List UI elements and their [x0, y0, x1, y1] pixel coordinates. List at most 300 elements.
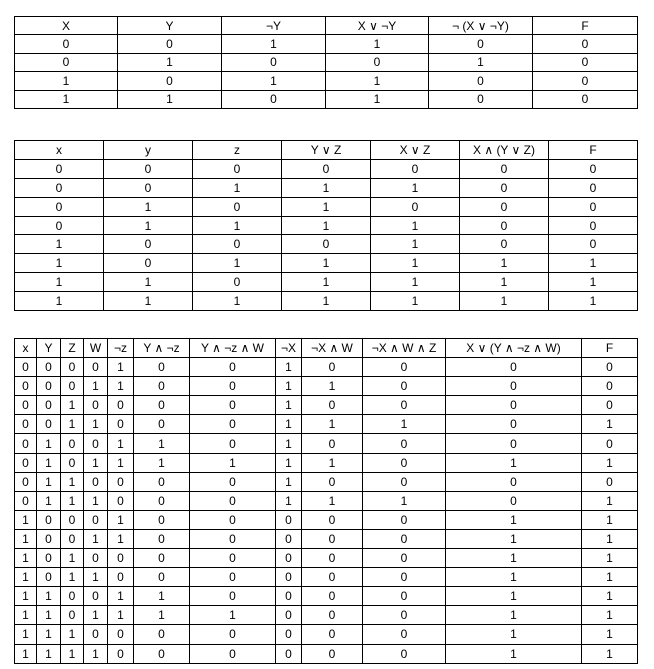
table-cell: 1 [371, 178, 460, 197]
table-cell: 0 [582, 396, 638, 415]
table-cell: 0 [37, 358, 61, 377]
table-cell: 1 [371, 254, 460, 273]
table-cell: 1 [84, 491, 108, 510]
table-cell: 1 [104, 197, 193, 216]
column-header: W [84, 339, 108, 358]
table-cell: 1 [61, 625, 84, 644]
table-cell: 0 [446, 491, 582, 510]
table-cell: 0 [302, 358, 363, 377]
table-cell: 1 [84, 568, 108, 587]
table-cell: 0 [15, 358, 37, 377]
table-row [15, 235, 638, 254]
table-cell: 1 [37, 587, 61, 606]
table-cell: 1 [190, 606, 276, 625]
table-cell: 0 [302, 587, 363, 606]
table-row [15, 216, 638, 235]
column-header: F [549, 141, 638, 160]
table-cell: 1 [276, 396, 302, 415]
table-cell: 0 [276, 587, 302, 606]
table-cell: 1 [84, 644, 108, 663]
table-cell: 1 [108, 377, 134, 396]
table-cell: 1 [15, 644, 37, 663]
table-cell: 1 [15, 510, 37, 529]
table-cell: 1 [15, 254, 104, 273]
table-cell: 1 [582, 415, 638, 434]
table-cell: 0 [302, 625, 363, 644]
table-cell: 0 [15, 178, 104, 197]
table-cell: 0 [533, 72, 638, 90]
table-cell: 0 [134, 491, 190, 510]
column-header: ¬Y [222, 17, 326, 35]
column-header: Y ∧ ¬z [134, 339, 190, 358]
column-header: ¬X [276, 339, 302, 358]
table-row [15, 254, 638, 273]
table-row [15, 587, 638, 606]
table-cell: 0 [190, 472, 276, 491]
table-cell: 0 [190, 491, 276, 510]
table-row [15, 396, 638, 415]
table-cell: 1 [15, 235, 104, 254]
table-cell: 0 [61, 377, 84, 396]
table-cell: 0 [371, 197, 460, 216]
table-cell: 1 [582, 529, 638, 548]
table-cell: 0 [276, 510, 302, 529]
table-cell: 1 [134, 453, 190, 472]
table-cell: 0 [363, 396, 446, 415]
table-cell: 0 [104, 254, 193, 273]
column-header: X [15, 17, 118, 35]
table-cell: 1 [276, 358, 302, 377]
table-cell: 1 [460, 254, 549, 273]
table-cell: 1 [549, 273, 638, 292]
table-cell: 0 [84, 625, 108, 644]
table-cell: 0 [302, 510, 363, 529]
table-cell: 0 [533, 90, 638, 108]
table-cell: 0 [549, 159, 638, 178]
table-cell: 1 [15, 625, 37, 644]
table-cell: 1 [282, 292, 371, 311]
table-cell: 1 [118, 90, 222, 108]
table-cell: 0 [108, 625, 134, 644]
column-header: X ∨ ¬Y [326, 17, 429, 35]
table-cell: 0 [190, 415, 276, 434]
table-cell: 1 [108, 434, 134, 453]
table-cell: 0 [61, 510, 84, 529]
table-cell: 0 [429, 72, 533, 90]
table-row [15, 434, 638, 453]
table-cell: 0 [302, 434, 363, 453]
table-cell: 1 [222, 72, 326, 90]
table-cell: 0 [190, 568, 276, 587]
table-cell: 1 [363, 415, 446, 434]
table-cell: 1 [37, 472, 61, 491]
table-row [15, 529, 638, 548]
table-cell: 1 [582, 606, 638, 625]
table-cell: 0 [582, 358, 638, 377]
table-cell: 1 [193, 216, 282, 235]
table-cell: 0 [533, 35, 638, 53]
table-cell: 1 [371, 235, 460, 254]
table-cell: 1 [84, 453, 108, 472]
table-cell: 1 [363, 491, 446, 510]
table-cell: 1 [282, 216, 371, 235]
table-cell: 0 [302, 568, 363, 587]
table-cell: 1 [582, 568, 638, 587]
table-cell: 1 [37, 453, 61, 472]
table-cell: 1 [108, 529, 134, 548]
column-header: Y ∧ ¬z ∧ W [190, 339, 276, 358]
table-cell: 0 [363, 587, 446, 606]
table-cell: 1 [108, 606, 134, 625]
table-cell: 0 [282, 159, 371, 178]
column-header: Y ∨ Z [282, 141, 371, 160]
table-cell: 0 [134, 549, 190, 568]
table-cell: 0 [15, 35, 118, 53]
table-row [15, 549, 638, 568]
table-cell: 1 [118, 53, 222, 71]
truth-table-2 [14, 140, 638, 311]
table-cell: 1 [326, 90, 429, 108]
table-cell: 1 [104, 216, 193, 235]
table-cell: 0 [15, 453, 37, 472]
table-cell: 0 [446, 358, 582, 377]
table-cell: 0 [134, 529, 190, 548]
table-cell: 1 [282, 178, 371, 197]
column-header: ¬z [108, 339, 134, 358]
table-cell: 0 [118, 35, 222, 53]
table-row [15, 453, 638, 472]
table-row [15, 510, 638, 529]
table-cell: 1 [460, 292, 549, 311]
table-cell: 1 [61, 415, 84, 434]
table-cell: 1 [37, 491, 61, 510]
table-cell: 0 [15, 472, 37, 491]
table-cell: 0 [108, 568, 134, 587]
table-cell: 0 [134, 415, 190, 434]
table-cell: 0 [15, 415, 37, 434]
table-cell: 1 [282, 254, 371, 273]
table-cell: 1 [282, 273, 371, 292]
table-cell: 1 [326, 35, 429, 53]
table-cell: 1 [134, 606, 190, 625]
table-cell: 1 [276, 415, 302, 434]
table-cell: 0 [15, 53, 118, 71]
table-cell: 0 [190, 549, 276, 568]
table-cell: 0 [429, 35, 533, 53]
table-cell: 1 [371, 292, 460, 311]
table-row [15, 377, 638, 396]
table-cell: 0 [276, 625, 302, 644]
table-cell: 1 [37, 644, 61, 663]
table-cell: 0 [15, 216, 104, 235]
table-header-row [15, 17, 638, 35]
table-cell: 1 [15, 587, 37, 606]
table-cell: 1 [61, 568, 84, 587]
table-cell: 1 [582, 491, 638, 510]
table-cell: 0 [363, 358, 446, 377]
table-cell: 0 [104, 159, 193, 178]
table-cell: 0 [84, 396, 108, 415]
table-cell: 1 [549, 292, 638, 311]
table-cell: 0 [193, 197, 282, 216]
table-cell: 1 [37, 625, 61, 644]
table-row [15, 273, 638, 292]
table-cell: 0 [446, 472, 582, 491]
table-cell: 1 [276, 434, 302, 453]
table-cell: 1 [15, 606, 37, 625]
table-cell: 0 [37, 529, 61, 548]
table-cell: 0 [190, 358, 276, 377]
table-cell: 0 [190, 510, 276, 529]
table-row [15, 491, 638, 510]
column-header: Y [37, 339, 61, 358]
table-row [15, 197, 638, 216]
table-cell: 0 [15, 377, 37, 396]
table-cell: 1 [302, 415, 363, 434]
table-cell: 0 [190, 587, 276, 606]
column-header: ¬X ∧ W ∧ Z [363, 339, 446, 358]
table-cell: 0 [533, 53, 638, 71]
table-cell: 0 [134, 644, 190, 663]
table-header-row [15, 339, 638, 358]
table-cell: 1 [446, 549, 582, 568]
table-cell: 1 [134, 587, 190, 606]
table-cell: 0 [134, 510, 190, 529]
table-cell: 1 [446, 568, 582, 587]
table-cell: 0 [108, 472, 134, 491]
table-cell: 0 [37, 396, 61, 415]
table-cell: 0 [282, 235, 371, 254]
table-cell: 0 [104, 178, 193, 197]
table-row [15, 625, 638, 644]
column-header: ¬X ∧ W [302, 339, 363, 358]
table-cell: 0 [61, 529, 84, 548]
table-cell: 1 [104, 273, 193, 292]
table-cell: 0 [363, 529, 446, 548]
table-cell: 0 [15, 396, 37, 415]
table-cell: 1 [108, 510, 134, 529]
table-cell: 1 [37, 434, 61, 453]
table-cell: 0 [84, 510, 108, 529]
column-header: ¬ (X ∨ ¬Y) [429, 17, 533, 35]
table-cell: 0 [276, 549, 302, 568]
table-cell: 1 [446, 587, 582, 606]
table-row [15, 358, 638, 377]
table-cell: 1 [582, 625, 638, 644]
table-cell: 1 [15, 72, 118, 90]
table-cell: 1 [446, 625, 582, 644]
table-cell: 0 [108, 491, 134, 510]
table-cell: 1 [276, 453, 302, 472]
table-cell: 0 [118, 72, 222, 90]
table-cell: 0 [549, 178, 638, 197]
table-cell: 0 [61, 606, 84, 625]
table-cell: 0 [302, 396, 363, 415]
table-cell: 0 [61, 453, 84, 472]
table-cell: 1 [84, 415, 108, 434]
table-cell: 1 [446, 510, 582, 529]
table-row [15, 472, 638, 491]
table-row [15, 35, 638, 53]
table-row [15, 415, 638, 434]
table-cell: 0 [61, 358, 84, 377]
table-cell: 0 [276, 606, 302, 625]
table-cell: 1 [84, 529, 108, 548]
table-cell: 1 [108, 587, 134, 606]
table-cell: 1 [134, 434, 190, 453]
table-cell: 0 [84, 587, 108, 606]
table-cell: 0 [460, 235, 549, 254]
table-row [15, 568, 638, 587]
table-cell: 0 [276, 644, 302, 663]
table-cell: 0 [326, 53, 429, 71]
table-cell: 1 [276, 491, 302, 510]
table-cell: 0 [134, 625, 190, 644]
table-cell: 0 [134, 568, 190, 587]
column-header: X ∨ (Y ∧ ¬z ∧ W) [446, 339, 582, 358]
table-row [15, 292, 638, 311]
column-header: Y [118, 17, 222, 35]
table-cell: 1 [15, 529, 37, 548]
table-cell: 1 [108, 358, 134, 377]
table-cell: 0 [460, 216, 549, 235]
table-cell: 0 [582, 377, 638, 396]
table-cell: 0 [302, 606, 363, 625]
table-cell: 0 [549, 197, 638, 216]
table-cell: 0 [190, 434, 276, 453]
table-cell: 0 [302, 472, 363, 491]
table-cell: 0 [363, 472, 446, 491]
table-cell: 0 [222, 53, 326, 71]
table-cell: 0 [371, 159, 460, 178]
table-cell: 0 [134, 396, 190, 415]
table-cell: 1 [582, 453, 638, 472]
table-cell: 1 [104, 292, 193, 311]
table-cell: 0 [61, 434, 84, 453]
table-cell: 1 [193, 254, 282, 273]
table-cell: 0 [549, 216, 638, 235]
table-cell: 0 [37, 568, 61, 587]
table-cell: 0 [108, 396, 134, 415]
table-cell: 1 [193, 292, 282, 311]
table-cell: 0 [222, 90, 326, 108]
table-cell: 1 [222, 35, 326, 53]
table-cell: 0 [549, 235, 638, 254]
table-cell: 0 [190, 644, 276, 663]
column-header: z [193, 141, 282, 160]
table-cell: 1 [326, 72, 429, 90]
table-cell: 1 [276, 377, 302, 396]
column-header: x [15, 141, 104, 160]
table-cell: 1 [193, 178, 282, 197]
table-row [15, 72, 638, 90]
table-cell: 0 [108, 644, 134, 663]
table-row [15, 90, 638, 108]
table-cell: 0 [460, 159, 549, 178]
table-cell: 0 [190, 396, 276, 415]
column-header: F [533, 17, 638, 35]
table-cell: 0 [446, 377, 582, 396]
table-cell: 0 [134, 377, 190, 396]
table-cell: 0 [37, 415, 61, 434]
table-cell: 0 [363, 453, 446, 472]
table-cell: 0 [61, 587, 84, 606]
table-row [15, 178, 638, 197]
column-header: F [582, 339, 638, 358]
table-cell: 1 [15, 292, 104, 311]
table-cell: 1 [371, 216, 460, 235]
table-cell: 1 [582, 510, 638, 529]
table-cell: 1 [302, 453, 363, 472]
table-cell: 1 [276, 472, 302, 491]
table-cell: 1 [15, 90, 118, 108]
table-cell: 1 [429, 53, 533, 71]
table-cell: 0 [134, 472, 190, 491]
table-cell: 0 [84, 358, 108, 377]
table-row [15, 644, 638, 663]
table-cell: 0 [193, 159, 282, 178]
table-cell: 0 [37, 549, 61, 568]
table-cell: 1 [61, 472, 84, 491]
table-cell: 0 [446, 415, 582, 434]
table-cell: 0 [84, 472, 108, 491]
table-row [15, 606, 638, 625]
table-cell: 0 [302, 644, 363, 663]
table-cell: 0 [37, 510, 61, 529]
table-cell: 0 [363, 644, 446, 663]
table-cell: 1 [108, 453, 134, 472]
table-cell: 1 [61, 396, 84, 415]
table-cell: 1 [15, 568, 37, 587]
table-cell: 0 [134, 358, 190, 377]
truth-table-3 [14, 338, 638, 664]
table-cell: 0 [460, 178, 549, 197]
column-header: X ∧ (Y ∨ Z) [460, 141, 549, 160]
column-header: y [104, 141, 193, 160]
table-cell: 0 [429, 90, 533, 108]
table-cell: 1 [37, 606, 61, 625]
truth-table-1 [14, 16, 638, 109]
table-cell: 0 [108, 549, 134, 568]
table-cell: 0 [190, 529, 276, 548]
table-cell: 1 [446, 529, 582, 548]
table-cell: 0 [37, 377, 61, 396]
table-cell: 0 [190, 625, 276, 644]
column-header: X ∨ Z [371, 141, 460, 160]
table-cell: 0 [582, 434, 638, 453]
table-cell: 0 [84, 434, 108, 453]
table-cell: 0 [363, 568, 446, 587]
table-cell: 1 [446, 453, 582, 472]
table-cell: 0 [193, 235, 282, 254]
table-cell: 0 [446, 396, 582, 415]
table-cell: 1 [302, 491, 363, 510]
table-cell: 1 [282, 197, 371, 216]
table-cell: 1 [582, 587, 638, 606]
table-cell: 1 [549, 254, 638, 273]
table-cell: 1 [302, 377, 363, 396]
table-cell: 1 [371, 273, 460, 292]
column-header: Z [61, 339, 84, 358]
table-cell: 0 [190, 377, 276, 396]
table-cell: 0 [276, 529, 302, 548]
table-cell: 0 [15, 197, 104, 216]
table-cell: 1 [446, 644, 582, 663]
table-cell: 1 [84, 377, 108, 396]
table-row [15, 159, 638, 178]
table-cell: 0 [363, 510, 446, 529]
table-cell: 1 [446, 606, 582, 625]
